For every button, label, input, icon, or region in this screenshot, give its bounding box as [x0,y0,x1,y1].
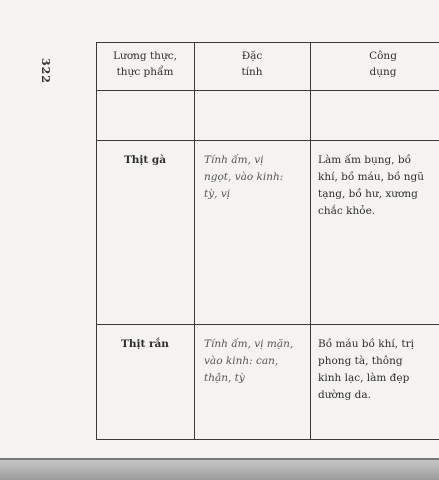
column-divider [310,42,311,440]
food-property: Tính ấm, vị ngọt, vào kinh: tỳ, vị [204,154,284,200]
page-number: 322 [39,58,52,84]
food-name: Thịt gà [123,154,167,166]
column-divider [96,42,97,440]
food-use: Làm ấm bụng, bồ khí, bồ máu, bồ ngũ tạng, bồ hư, xương chắc khỏe. [318,154,425,217]
row-divider [96,324,439,325]
header-divider [96,90,439,91]
header-use: Công dụng [369,50,397,78]
food-name: Thịt rắn [121,338,169,350]
food-property: Tính ấm, vị mặn, vào kinh: can, thận, tỳ [204,338,294,384]
table-border-bottom [96,439,439,440]
row-divider [96,140,439,141]
column-divider [194,42,195,440]
header-food: Lương thực, thực phẩm [113,50,177,78]
scan-edge-shadow [0,458,439,480]
food-properties-table [96,42,439,442]
food-use: Bồ máu bồ khí, trị phong tà, thông kinh lạc, làm đẹp dường da. [318,338,415,401]
table-border-top [96,42,439,43]
header-property: Đặc tính [241,50,263,78]
